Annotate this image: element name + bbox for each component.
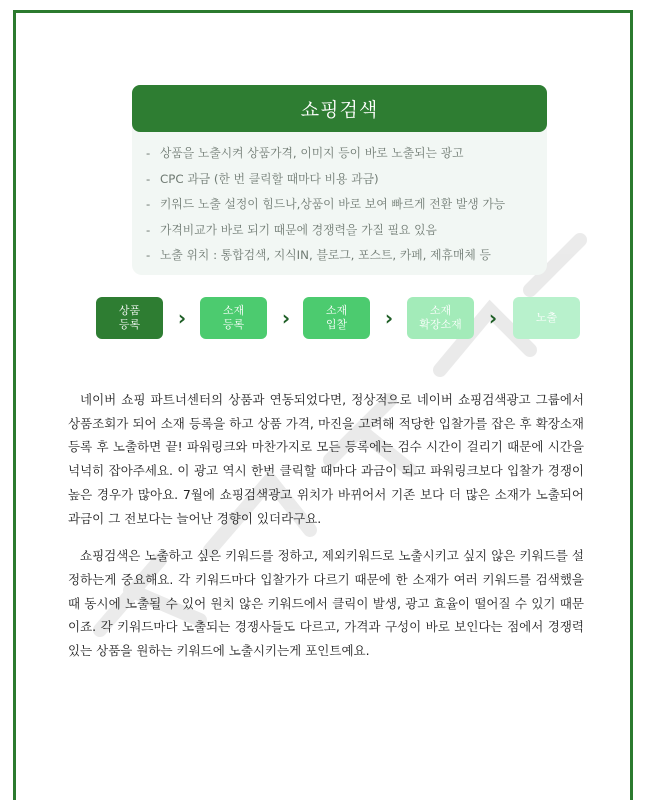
list-item: - 노출 위치 : 통합검색, 지식IN, 블로그, 포스트, 카페, 제휴매체 등 <box>146 248 491 262</box>
list-item: - CPC 과금 (한 번 클릭할 때마다 비용 과금) <box>146 171 379 186</box>
process-flow <box>96 297 586 341</box>
card-title: 쇼핑검색 <box>132 85 547 132</box>
step-creative-bid: 소재 입찰 <box>303 297 370 339</box>
step-product-register: 상품 등록 <box>96 297 163 339</box>
feature-list <box>146 141 505 269</box>
chevron-right-icon: › <box>177 306 187 330</box>
chevron-right-icon: › <box>281 306 291 330</box>
step-exposure: 노출 <box>513 297 580 339</box>
chevron-right-icon: › <box>384 306 394 330</box>
chevron-right-icon: › <box>488 306 498 330</box>
list-item: - 가격비교가 바로 되기 때문에 경쟁력을 가질 필요 있음 <box>146 222 437 237</box>
list-item: - 상품을 노출시켜 상품가격, 이미지 등이 바로 노출되는 광고 <box>146 146 464 160</box>
step-creative-register: 소재 등록 <box>200 297 267 339</box>
paragraph: 쇼핑검색은 노출하고 싶은 키워드를 정하고, 제외키워드로 노출시키고 싶지 않은 키워드를 설정하는게 중요해요. 각 키워드마다 입찰가가 다르기 때문에 한 소재가 여러 키워드를 검색했을 때 동시에 노출될 수 있어 원치 않은 키워드에서 클릭이 발생, 광고 효율이 떨어질 수 있기 때문이죠. 각 키워드마다 노출되는 경쟁사들도 다르고, 가격과 구성이 바로 보인다는 점에서 경쟁력 있는 상품을 원하는 키워드에 노출시키는게 포인트예요. <box>68 548 584 659</box>
step-extension-creative: 소재 확장소재 <box>407 297 474 339</box>
list-item: - 키워드 노출 설정이 힘드나,상품이 바로 보여 빠르게 전환 발생 가능 <box>146 197 506 211</box>
ad-summary-card <box>132 85 547 275</box>
paragraph: 네이버 쇼핑 파트너센터의 상품과 연동되었다면, 정상적으로 네이버 쇼핑검색광고 그룹에서 상품조회가 되어 소재 등록을 하고 상품 가격, 마진을 고려해 적당한 입찰가를 잡은 후 확장소재 등록 후 노출하면 끝! 파워링크와 마찬가지로 모든 등록에는 검수 시간이 걸리기 때문에 시간을 넉넉히 잡아주세요. 이 광고 역시 한번 클릭할 때마다 과금이 되고 파워링크보다 입찰가 경쟁이 높은 경우가 많아요. 7월에 쇼핑검색광고 위치가 바뀌어서 기존 보다 더 많은 소재가 노출되어 과금이 그 전보다는 늘어난 경향이 있더라구요. <box>68 392 584 526</box>
body-text <box>68 388 584 677</box>
